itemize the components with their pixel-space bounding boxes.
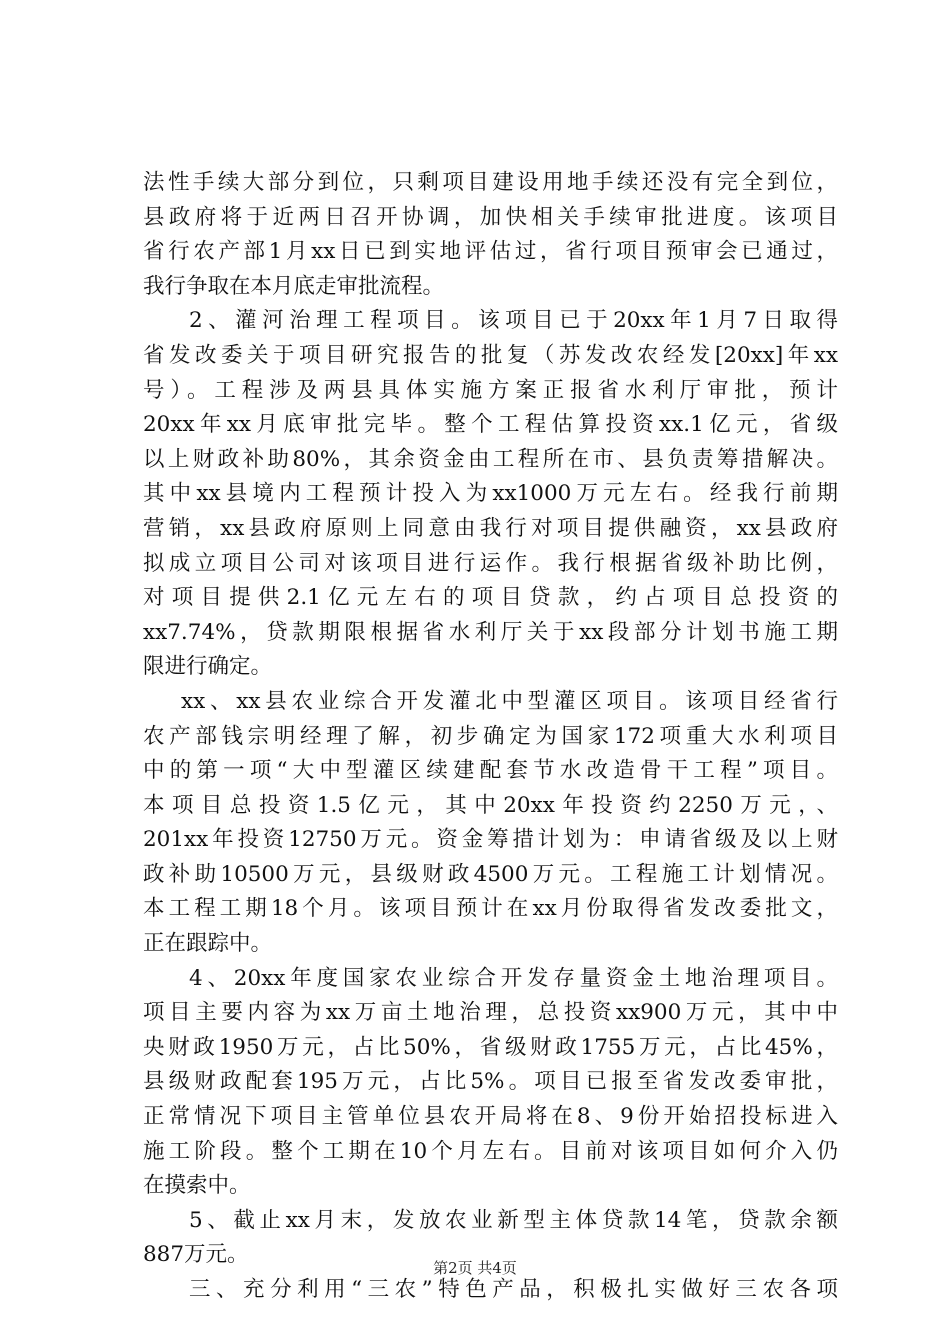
text-line: 887万元。	[143, 1242, 249, 1268]
text-line: 省行农产部1月xx日已到实地评估过，省行项目预审会已通过，	[143, 239, 838, 265]
text-line: 2、灌河治理工程项目。该项目已于20xx年1月7日取得	[189, 308, 838, 334]
text-line: 县级财政配套195万元，占比5%。项目已报至省发改委审批，	[143, 1069, 838, 1095]
text-line: 我行争取在本月底走审批流程。	[143, 273, 445, 299]
page-footer: 第2页 共4页	[433, 1259, 517, 1277]
text-line: 政补助10500万元，县级财政4500万元。工程施工计划情况。	[143, 861, 838, 887]
text-line: 限进行确定。	[143, 654, 273, 680]
document-body	[143, 166, 838, 1308]
text-line: 20xx年xx月底审批完毕。整个工程估算投资xx.1亿元，省级	[143, 412, 838, 438]
text-line: 在摸索中。	[143, 1173, 251, 1199]
text-line: 县政府将于近两日召开协调，加快相关手续审批进度。该项目	[143, 204, 838, 230]
text-line: xx、xx县农业综合开发灌北中型灌区项目。该项目经省行	[181, 688, 838, 714]
text-line: 号）。工程涉及两县具体实施方案正报省水利厅审批，预计	[143, 377, 838, 403]
text-line: 中的第一项“大中型灌区续建配套节水改造骨干工程”项目。	[143, 758, 838, 784]
text-line: 本工程工期18个月。该项目预计在xx月份取得省发改委批文，	[143, 896, 838, 922]
text-line: 法性手续大部分到位，只剩项目建设用地手续还没有完全到位，	[143, 170, 838, 195]
text-line: 项目主要内容为xx万亩土地治理，总投资xx900万元，其中中	[143, 1000, 838, 1026]
text-line: 以上财政补助80%，其余资金由工程所在市、县负责筹措解决。	[143, 446, 838, 472]
text-line: 施工阶段。整个工期在10个月左右。目前对该项目如何介入仍	[143, 1138, 838, 1164]
text-line: 央财政1950万元，占比50%，省级财政1755万元，占比45%，	[143, 1034, 838, 1060]
text-line: 201xx年投资12750万元。资金筹措计划为：申请省级及以上财	[143, 827, 838, 853]
text-line: 营销，xx县政府原则上同意由我行对项目提供融资，xx县政府	[143, 515, 838, 541]
text-line: xx7.74%，贷款期限根据省水利厅关于xx段部分计划书施工期	[143, 619, 838, 645]
text-line: 三、充分利用“三农”特色产品，积极扎实做好三农各项	[189, 1277, 838, 1302]
text-line: 正在跟踪中。	[143, 931, 273, 957]
text-line: 其中xx县境内工程预计投入为xx1000万元左右。经我行前期	[143, 481, 838, 507]
text-line: 省发改委关于项目研究报告的批复（苏发改农经发[20xx]年xx	[143, 342, 838, 368]
text-line: 5、截止xx月末，发放农业新型主体贷款14笔，贷款余额	[189, 1207, 838, 1233]
text-line: 对项目提供2.1亿元左右的项目贷款，约占项目总投资的	[143, 585, 838, 611]
text-line: 正常情况下项目主管单位县农开局将在8、9份开始招投标进入	[143, 1104, 838, 1130]
text-line: 4、20xx年度国家农业综合开发存量资金土地治理项目。	[189, 965, 838, 991]
text-line: 本项目总投资1.5亿元，其中20xx年投资约2250万元，、	[143, 792, 838, 818]
text-line: 拟成立项目公司对该项目进行运作。我行根据省级补助比例，	[143, 550, 838, 576]
text-line: 农产部钱宗明经理了解，初步确定为国家172项重大水利项目	[143, 723, 838, 749]
